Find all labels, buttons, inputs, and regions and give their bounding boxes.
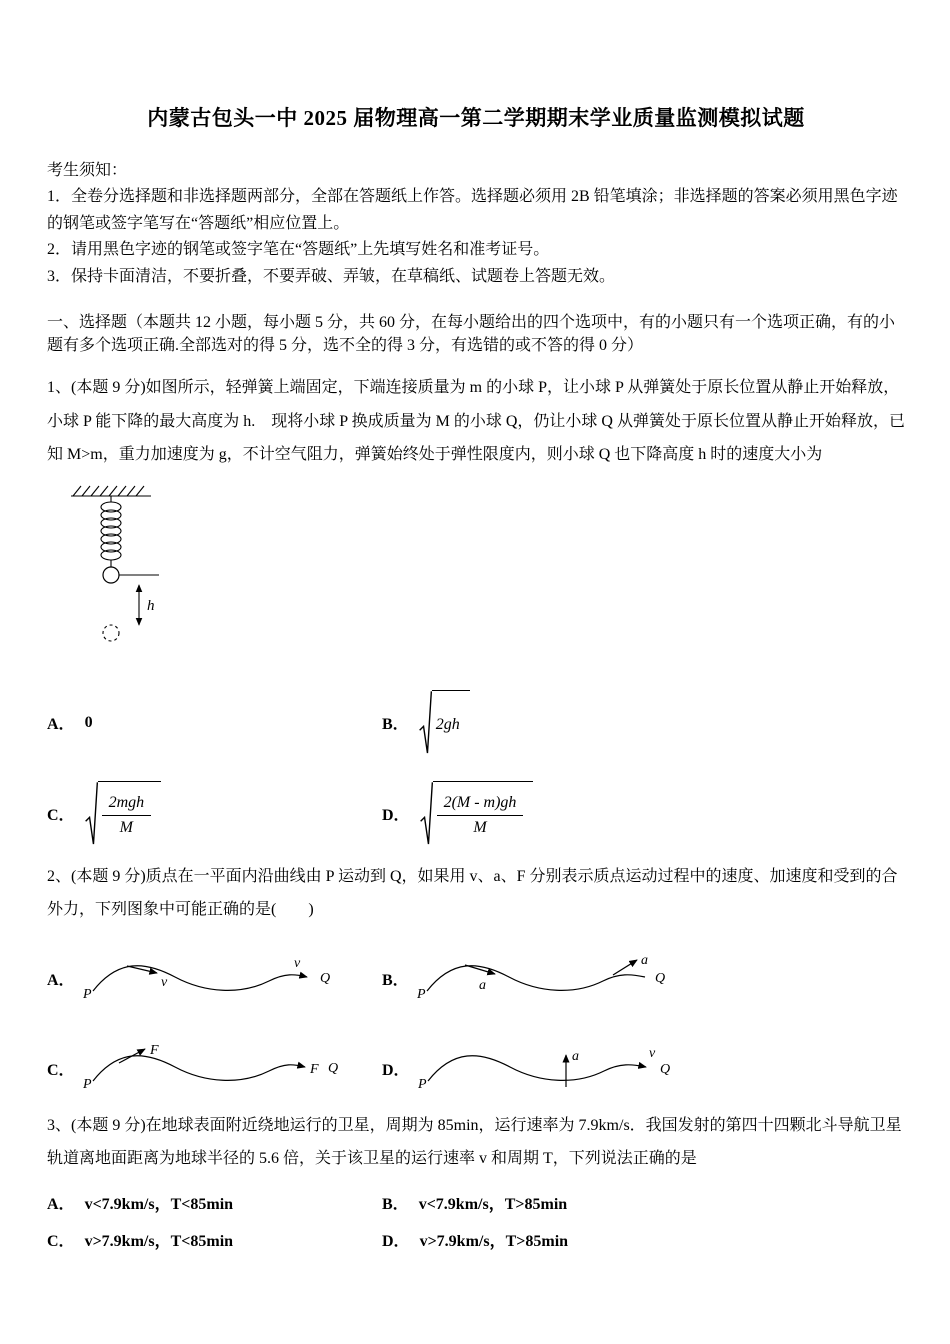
q2-c-end-label: Q	[327, 1060, 338, 1076]
q3-option-a-text: v<7.9km/s，T<85min	[84, 1196, 234, 1214]
q2-option-a	[47, 953, 382, 1005]
notice-item-2: 2．请用黑色字迹的钢笔或签字笔在“答题纸”上先填写姓名和准考证号。	[47, 241, 550, 259]
question-1	[47, 371, 905, 846]
question-1-options	[47, 690, 905, 846]
q3-option-c	[47, 1228, 382, 1251]
q2-option-c-diagram	[83, 1043, 353, 1095]
q1-option-a	[47, 711, 382, 734]
question-3-text: 3、(本题 9 分)在地球表面附近绕地运行的卫星，周期为 85min，运行速率为 7.9km/s．我国发射的第四十四颗北斗导航卫星轨道离地面距离为地球半径的 5.6 倍，关于该卫星的运行速率 v 和周期 T，下列说法正确的是	[47, 1116, 902, 1167]
q3-option-b	[382, 1191, 905, 1214]
q3-option-d-text: v>7.9km/s，T>85min	[419, 1233, 569, 1251]
q3-option-c-text: v>7.9km/s，T<85min	[84, 1233, 234, 1251]
q2-option-b-letter: B．	[382, 972, 409, 990]
q2-c-vector-1-label: F	[149, 1042, 159, 1058]
q1-option-d-formula	[420, 781, 534, 846]
question-3-options	[47, 1191, 905, 1251]
q2-d-start-label: P	[417, 1076, 427, 1092]
q2-b-start-label: P	[416, 986, 426, 1002]
q1-option-b	[382, 690, 905, 755]
candidate-notice	[47, 158, 905, 290]
q2-option-c	[47, 1043, 382, 1095]
ball-start-position	[103, 567, 119, 583]
notice-item-3: 3．保持卡面清洁，不要折叠，不要弄破、弄皱，在草稿纸、试题卷上答题无效。	[47, 267, 616, 285]
q1-option-c	[47, 781, 382, 846]
q1-option-d-letter: D．	[382, 807, 410, 825]
q2-b-vector-1-label: a	[478, 977, 486, 993]
q2-option-b	[382, 953, 905, 1005]
h-dimension	[139, 585, 155, 625]
q2-c-vector-2-label: F	[309, 1061, 319, 1077]
q3-option-c-letter: C．	[47, 1233, 75, 1251]
q1-option-a-value: 0	[84, 713, 93, 731]
q2-b-vector-2-label: a	[640, 952, 648, 968]
question-3	[47, 1109, 905, 1252]
page-title: 内蒙古包头一中 2025 届物理高一第二学期期末学业质量监测模拟试题	[147, 106, 805, 130]
q2-option-c-letter: C．	[47, 1062, 75, 1080]
q3-option-a-letter: A．	[47, 1196, 75, 1214]
question-2	[47, 860, 905, 1095]
q2-d-vector-1-label: a	[571, 1048, 579, 1064]
q2-a-start-label: P	[82, 986, 92, 1002]
notice-heading: 考生须知：	[47, 162, 128, 179]
q2-b-end-label: Q	[654, 970, 665, 986]
q1-option-a-letter: A．	[47, 716, 75, 734]
q2-option-b-diagram	[417, 953, 687, 1005]
q2-a-vector-2-label: v	[293, 955, 300, 971]
question-2-text: 2、(本题 9 分)质点在一平面内沿曲线由 P 运动到 Q，如果用 v、a、F 分别表示质点运动过程中的速度、加速度和受到的合外力，下列图象中可能正确的是( )	[47, 868, 898, 919]
q2-option-a-diagram	[83, 953, 353, 1005]
ball-lowest-position-dashed	[103, 625, 119, 641]
q2-d-vector-2-label: v	[648, 1045, 655, 1061]
q3-option-d	[382, 1228, 905, 1251]
q3-option-a	[47, 1191, 382, 1214]
q2-option-d-letter: D．	[382, 1062, 410, 1080]
section-1-heading: 一、选择题（本题共 12 小题，每小题 5 分，共 60 分，在每小题给出的四个选项中，有的小题只有一个选项正确，有的小题有多个选项正确.全部选对的得 5 分，选不全的得 3 分，有选错的或不答的得 0 分）	[47, 313, 896, 354]
q2-option-a-letter: A．	[47, 972, 75, 990]
q1-option-d-numerator: 2(M - m)gh	[437, 793, 524, 816]
q2-option-d-diagram	[418, 1043, 688, 1095]
q1-option-b-formula	[419, 690, 470, 755]
radical-sign	[85, 781, 98, 846]
q1-option-c-letter: C．	[47, 807, 75, 825]
q2-option-d	[382, 1043, 905, 1095]
question-1-figure	[53, 483, 905, 666]
q3-option-b-text: v<7.9km/s，T>85min	[418, 1196, 568, 1214]
question-2-options	[47, 953, 905, 1095]
q1-option-c-denominator: M	[119, 819, 133, 837]
q1-option-d	[382, 781, 905, 846]
q3-option-b-letter: B．	[382, 1196, 409, 1214]
q1-option-b-expr: 2gh	[435, 715, 460, 733]
ceiling-hatch	[71, 486, 151, 496]
spring-ball-figure	[53, 483, 173, 661]
q2-c-start-label: P	[82, 1076, 92, 1092]
notice-item-1: 1．全卷分选择题和非选择题两部分，全部在答题纸上作答。选择题必须用 2B 铅笔填涂；非选择题的答案必须用黑色字迹的钢笔或签字笔写在“答题纸”相应位置上。	[47, 188, 898, 232]
q1-option-b-letter: B．	[382, 716, 409, 734]
spring-coil	[101, 496, 121, 567]
q1-option-c-numerator: 2mgh	[102, 793, 152, 816]
radical-sign	[419, 690, 432, 755]
q3-option-d-letter: D．	[382, 1233, 410, 1251]
q2-a-end-label: Q	[319, 970, 330, 986]
q2-a-vector-1-label: v	[160, 974, 167, 990]
q2-d-end-label: Q	[659, 1061, 670, 1077]
q1-option-d-denominator: M	[473, 819, 487, 837]
question-1-text: 1、(本题 9 分)如图所示，轻弹簧上端固定，下端连接质量为 m 的小球 P，让小球 P 从弹簧处于原长位置从静止开始释放，小球 P 能下降的最大高度为 h. 现将小球 P 换成质量为 M 的小球 Q，仍让小球 Q 从弹簧处于原长位置从静止开始释放，已知 M>m，重力加速度为 g，不计空气阻力，弹簧始终处于弹性限度内，则小球 Q 也下降高度 h 时的速度大小为	[47, 379, 905, 463]
h-label: h	[147, 598, 155, 615]
radical-sign	[420, 781, 433, 846]
q1-option-c-formula	[85, 781, 162, 846]
